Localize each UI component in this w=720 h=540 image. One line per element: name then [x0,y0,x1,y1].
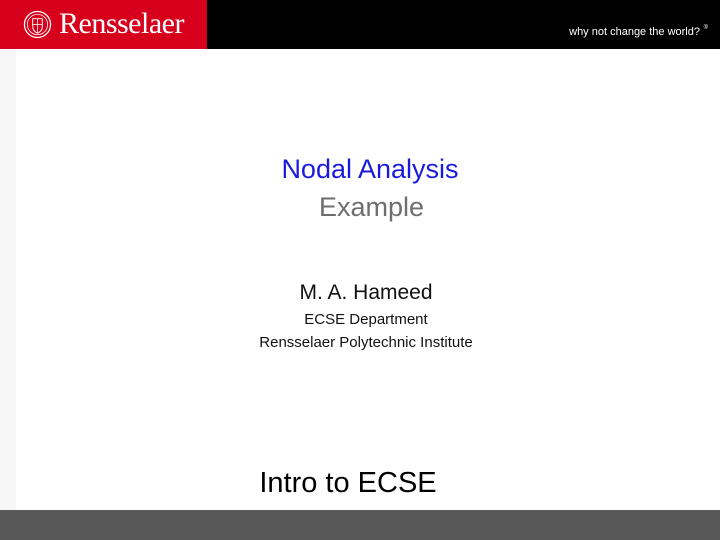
header-bar [0,0,720,49]
department: ECSE Department [304,311,428,328]
brand-wordmark: Rensselaer [59,7,184,40]
slide-subtitle: Example [318,192,425,222]
registered-mark: ® [703,25,708,31]
university-seal-icon [23,10,52,39]
course-label: Intro to ECSE [259,467,437,499]
institute: Rensselaer Polytechnic Institute [259,334,473,351]
slide-title: Nodal Analysis [281,154,459,184]
left-edge-shade [0,49,16,510]
author-name: M. A. Hameed [299,281,433,304]
brand-block [0,0,207,49]
tagline: why not change the world? [569,26,700,38]
footer-bar [0,510,720,540]
